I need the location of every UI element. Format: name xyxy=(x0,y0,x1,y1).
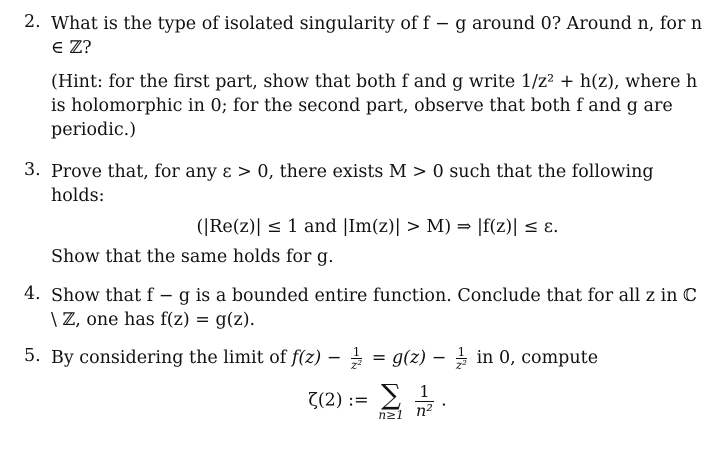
item-followup: Show that the same holds for g. xyxy=(51,247,334,267)
item-number: 4. xyxy=(24,284,41,304)
text-before: By considering the limit of xyxy=(51,348,287,368)
item-hint: (Hint: for the first part, show that both f and g write 1/z² + h(z), where h is holomorphic in 0; for the second part, observe that both f and g are periodic.) xyxy=(51,72,698,140)
item-question xyxy=(51,346,704,371)
inline-fraction-2 xyxy=(454,346,469,371)
item-number: 2. xyxy=(24,12,41,32)
summation xyxy=(378,378,404,422)
item-number: 3. xyxy=(24,160,41,180)
text-after: in 0, compute xyxy=(476,348,599,368)
display-period: . xyxy=(441,390,447,411)
item-question: What is the type of isolated singularity of f − g around 0? Around n, for n ∈ ℤ? xyxy=(51,14,703,58)
fraction-denominator: z² xyxy=(455,358,467,372)
fraction-denominator: z² xyxy=(351,358,363,372)
zeta-lhs: ζ(2) := xyxy=(308,390,369,411)
item-question: Prove that, for any ε > 0, there exists M > 0 such that the following holds: xyxy=(51,162,654,206)
exercise-item-2 xyxy=(24,12,704,142)
item-question: Show that f − g is a bounded entire function. Conclude that for all z in ℂ \ ℤ, one has f(z) = g(z). xyxy=(51,286,697,330)
display-equation xyxy=(51,378,704,422)
display-equation: (|Re(z)| ≤ 1 and |Im(z)| > M) ⇒ |f(z)| ≤ ε. xyxy=(196,217,559,237)
expr-eq: = g(z) − xyxy=(371,348,447,368)
expr-f: f(z) − xyxy=(291,348,342,368)
fraction-numerator: 1 xyxy=(352,345,361,359)
fraction-numerator: 1 xyxy=(457,345,466,359)
item-number: 5. xyxy=(24,346,41,366)
sum-symbol: ∑ xyxy=(381,378,402,411)
exercise-item-5 xyxy=(24,346,704,427)
sum-subscript: n≥1 xyxy=(378,408,404,422)
summand-fraction xyxy=(415,383,433,420)
exercise-item-4 xyxy=(24,284,704,332)
fraction-numerator: 1 xyxy=(415,383,433,402)
exercise-item-3 xyxy=(24,160,704,269)
fraction-denominator: n² xyxy=(416,400,433,420)
inline-fraction-1 xyxy=(349,346,364,371)
